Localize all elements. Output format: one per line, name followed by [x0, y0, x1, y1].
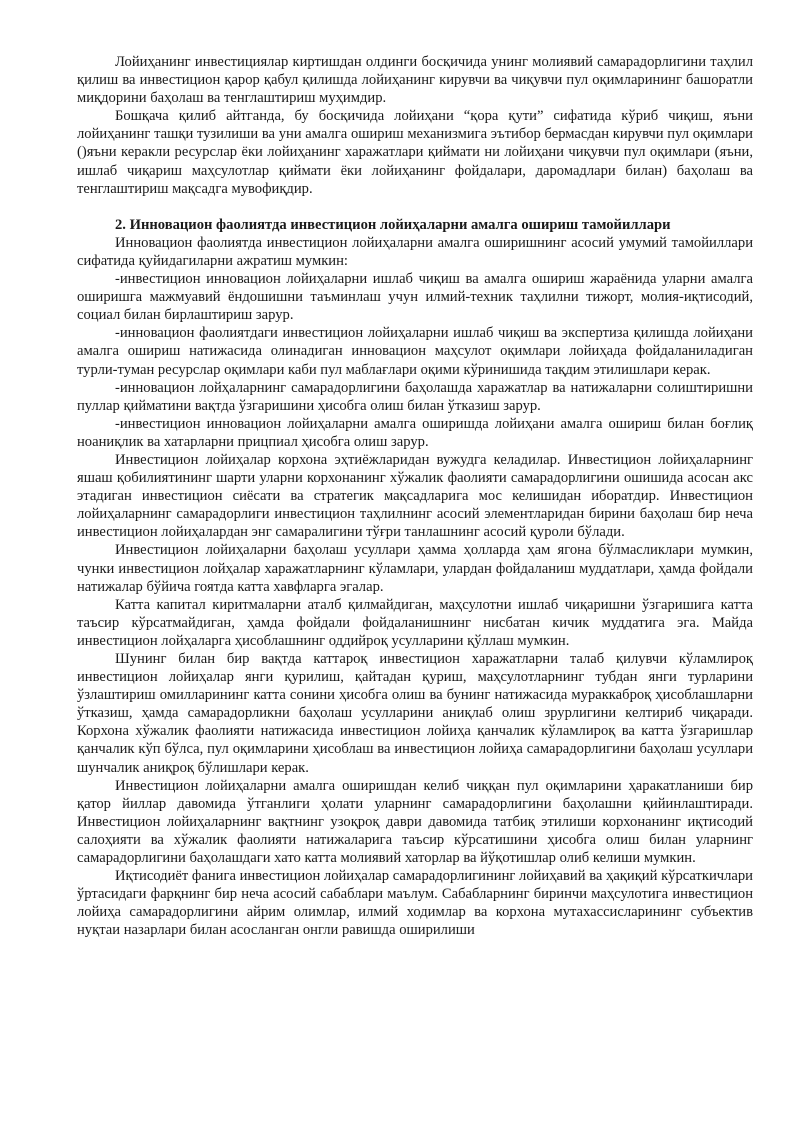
principle-item-3: -инновацион лойҳаларнинг самарадорлигини баҳолашда харажатлар ва натижаларни солиштиришни пуллар қийматини вақтда ўзгаришини ҳисобга олиш билан ўтказиш зарур. — [77, 379, 753, 414]
principle-item-1: -инвестицион инновацион лойиҳаларни ишлаб чиқиш ва амалга ошириш жараёнида уларни амалга оширишга мажмуавий ёндошишни таъминлаш учун илмий-техник таҳлилни тижорт, молия-иқтисодий, социал билан бирлаштириш зарур. — [77, 271, 753, 324]
principle-item-4: -инвестицион инновацион лойиҳаларни амалга оширишда лойиҳани амалга ошириш билан боғлиқ ноаниқлик ва хатарларни прицпиал ҳисобга олиш зарур. — [77, 415, 753, 450]
section-paragraph-10: Инвестицион лойиҳаларни амалга оширишдан келиб чиққан пул оқимларини ҳаракатланиши бир қатор йиллар давомида ўтганлиги ҳолати уларнинг самарадорлигини баҳолашни қийинлаштиради. Инвестицион лойиҳаларнинг вақтнинг узоқроқ даври давомида татбиқ этилиши корхонанинг иқтисодий салоҳияти ва хўжалик фаолияти натижаларига таъсир кўрсатишини ҳисобга олиш билан уларнинг самарадорлигини баҳолашдаги хато катта молиявий хаторлар ва йўқотишлар олиб келиши мумкин. — [77, 777, 753, 867]
section-paragraph-9: Шунинг билан бир вақтда каттароқ инвестицион харажатларни талаб қилувчи кўламлироқ инвестицион лойиҳалар янги қурилиш, қайтадан қуриш, маҳсулотларнинг тубдан янги турларини ўзлаштириш омилларининг катта сонини ҳисобга олиш ва бунинг натижасида мураккаброқ ҳисоблашларни ўтказиш, ҳамда самарадорликни баҳолаш усулларини аниқлаб олиш зрурлигини келтириб чиқаради. Корхона хўжалик фаолияти натижасида инвестицион лойиҳа қанчалик кўламлироқ ва катта ўзгаришлар қанчалик кўп бўлса, пул оқимларини ҳисоблаш ва инвестицион лойиҳа самарадорлигини баҳолаш усуллари шунчалик аниқроқ бўлишлари керак. — [77, 651, 753, 776]
document-page — [77, 53, 753, 940]
principle-item-2: -инновацион фаолиятдаги инвестицион лойиҳаларни ишлаб чиқиш ва экспертиза қилишда лойиҳани амалга ошириш натижасида олинадиган инновацион маҳсулот оқимлари лойиҳада фойдаланиладиган турли-туман ресурслар оқимлари каби пул маблағлари оқими кўринишида тақдим этилишлари керак. — [77, 325, 753, 378]
intro-paragraph-1: Лойиҳанинг инвестициялар киртишдан олдинги босқичида унинг молиявий самарадорлигини таҳлил қилиш ва инвестицион қарор қабул қилишда лойиҳанинг кирувчи ва чиқувчи пул оқимларининг башоратли миқдорини баҳолаш ва тенглаштириш муҳимдир. — [77, 54, 753, 107]
section-paragraph-6: Инвестицион лойиҳалар корхона эҳтиёжларидан вужудга келадилар. Инвестицион лойиҳаларнинг яшаш қобилиятининг шарти уларни корхонанинг хўжалик фаолияти самарадорлигини ошишида асосан акс этадиган инвестицион сиёсати ва стратегик мақсадларига мос келишидан иборатдир. Инвестицион лойиҳаларнинг самарадорлиги инвестицион таҳлилнинг асосий элементларидан бирини баҳолаш бир неча инвестицион лойиҳалардан энг самаралигини тўғри танлашнинг асосий қуроли бўлади. — [77, 451, 753, 541]
section-heading: 2. Инновацион фаолиятда инвестицион лойиҳаларни амалга ошириш тамойиллари — [115, 216, 671, 233]
section-paragraph-7: Инвестицион лойиҳаларни баҳолаш усуллари ҳамма ҳолларда ҳам ягона бўлмасликлари мумкин, чунки инвестицион лойҳалар харажатларнинг кўламлари, улардан фойдаланиш муддатлари, ҳамда фойдали натижалар бўйича гоятда катта хавфларга эгалар. — [77, 542, 753, 595]
intro-paragraph-2: Бошқача қилиб айтганда, бу босқичида лойиҳани “қора қути” сифатида кўриб чиқиш, яъни лойиҳанинг ташқи тузилиши ва уни амалга ошириш механизмига эътибор бермасдан кирувчи пул оқимлари ()яъни керакли ресурслар ёки лойиҳанинг харажатлари қиймати ни лойиҳани чиқувчи пул оқимлари (яъни, ишлаб чиқариш маҳсулотлар қиймати ёки лойиҳанинг фойдалари, даромадлари билан) баҳолаш ва тенглаштириш мақсадга мувофиқдир. — [77, 108, 753, 197]
section-paragraph-11: Иқтисодиёт фанига инвестицион лойиҳалар самарадорлигининг лойиҳавий ва ҳақиқий кўрсаткичлари ўртасидаги фарқнинг бир неча асосий сабаблари маълум. Сабабларнинг биринчи маҳсулотига инвестицион лойиҳа самарадорлигини айрим олимлар, илмий ходимлар ва корхона мутахассисларининг субъектив нуқтаи назарлари билан асосланган онгли равишда оширилиши — [77, 868, 753, 939]
section-paragraph-1: Инновацион фаолиятда инвестицион лойиҳаларни амалга оширишнинг асосий умумий тамойиллари сифатида қуйидагиларни ажратиш мумкин: — [77, 234, 753, 269]
section-paragraph-8: Катта капитал киритмаларни аталб қилмайдиган, маҳсулотни ишлаб чиқаришни ўзгаришига катта таъсир кўрсатмайдиган, ҳамда фойдали фойдаланишнинг нисбатан кичик муддатига эга. Майда инвестицион лойҳаларга ҳисоблашнинг оддийроқ усулларини қўллаш мумкин. — [77, 596, 753, 649]
